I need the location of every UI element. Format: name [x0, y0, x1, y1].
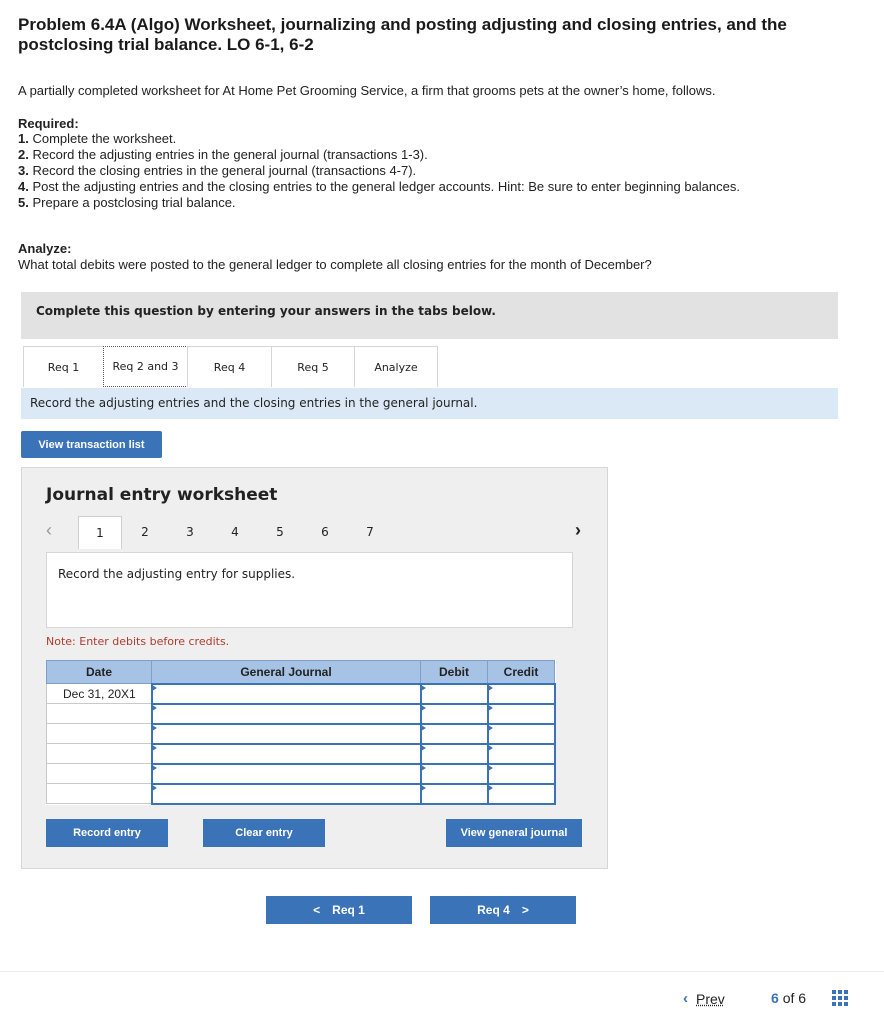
- chevron-left-icon[interactable]: ‹: [46, 520, 52, 540]
- debit-input[interactable]: [421, 704, 488, 724]
- complete-banner: Complete this question by entering your answers in the tabs below.: [21, 292, 838, 339]
- journal-table: [46, 660, 556, 805]
- col-debit-header: Debit: [421, 661, 488, 684]
- debit-input[interactable]: [421, 764, 488, 784]
- page-6[interactable]: 6: [321, 525, 329, 539]
- required-item: 1. Complete the worksheet.: [18, 131, 177, 146]
- debits-note: Note: Enter debits before credits.: [46, 635, 230, 648]
- col-date-header: Date: [47, 661, 152, 684]
- date-cell[interactable]: [47, 744, 152, 764]
- required-item: 2. Record the adjusting entries in the general journal (transactions 1-3).: [18, 147, 428, 162]
- entry-pager: [46, 516, 591, 548]
- problem-intro: A partially completed worksheet for At Home Pet Grooming Service, a firm that grooms pets at the owner’s home, follows.: [18, 83, 716, 98]
- account-input[interactable]: [152, 764, 421, 784]
- tab-analyze[interactable]: Analyze: [354, 346, 438, 387]
- page-3[interactable]: 3: [186, 525, 194, 539]
- table-row: [47, 764, 555, 784]
- date-cell[interactable]: Dec 31, 20X1: [47, 684, 152, 704]
- debit-input[interactable]: [421, 784, 488, 804]
- next-requirement-label: Req 4: [477, 903, 510, 917]
- chevron-left-icon: <: [313, 903, 321, 917]
- analyze-heading: Analyze:: [18, 241, 72, 256]
- current-question: 6: [771, 990, 779, 1006]
- entry-prompt: Record the adjusting entry for supplies.: [58, 567, 296, 581]
- account-input[interactable]: [152, 744, 421, 764]
- required-item: 3. Record the closing entries in the general journal (transactions 4-7).: [18, 163, 417, 178]
- next-requirement-button[interactable]: [430, 896, 576, 924]
- required-list: [18, 131, 740, 211]
- grid-menu-icon[interactable]: [832, 990, 848, 1006]
- account-input[interactable]: [152, 784, 421, 804]
- tab-req-1[interactable]: Req 1: [23, 346, 104, 387]
- tab-req-5[interactable]: Req 5: [271, 346, 355, 387]
- credit-input[interactable]: [488, 764, 555, 784]
- table-row: [47, 684, 555, 704]
- entry-prompt-box: [46, 552, 573, 628]
- required-item: 4. Post the adjusting entries and the closing entries to the general ledger accounts. Hint: Be sure to enter beginning balances.: [18, 179, 740, 194]
- credit-input[interactable]: [488, 724, 555, 744]
- problem-title: Problem 6.4A (Algo) Worksheet, journalizing and posting adjusting and closing entries, and the postclosing trial balance. LO 6-1, 6-2: [18, 15, 787, 54]
- account-input[interactable]: [152, 704, 421, 724]
- page-2[interactable]: 2: [141, 525, 149, 539]
- credit-input[interactable]: [488, 744, 555, 764]
- required-item: 5. Prepare a postclosing trial balance.: [18, 195, 236, 210]
- col-account-header: General Journal: [152, 661, 421, 684]
- tab-req-4[interactable]: Req 4: [187, 346, 272, 387]
- chevron-right-icon: >: [521, 903, 529, 917]
- table-row: [47, 784, 555, 804]
- date-cell[interactable]: [47, 784, 152, 804]
- worksheet-title: Journal entry worksheet: [46, 485, 278, 505]
- col-credit-header: Credit: [488, 661, 555, 684]
- tab-req-2-and-3[interactable]: Req 2 and 3: [103, 346, 188, 387]
- view-general-journal-button[interactable]: View general journal: [446, 819, 582, 847]
- journal-header-row: [47, 661, 555, 684]
- debit-input[interactable]: [421, 744, 488, 764]
- footer-divider: [0, 971, 884, 972]
- page-1[interactable]: 1: [78, 516, 122, 549]
- debit-input[interactable]: [421, 724, 488, 744]
- requirement-tabs: [23, 346, 437, 387]
- date-cell[interactable]: [47, 724, 152, 744]
- table-row: [47, 744, 555, 764]
- record-entry-button[interactable]: Record entry: [46, 819, 168, 847]
- date-cell[interactable]: [47, 764, 152, 784]
- account-input[interactable]: [152, 724, 421, 744]
- clear-entry-button[interactable]: Clear entry: [203, 819, 325, 847]
- instruction-bar: Record the adjusting entries and the closing entries in the general journal.: [21, 388, 838, 419]
- page-4[interactable]: 4: [231, 525, 239, 539]
- credit-input[interactable]: [488, 684, 555, 704]
- date-cell[interactable]: [47, 704, 152, 724]
- view-transaction-list-button[interactable]: View transaction list: [21, 431, 162, 458]
- chevron-left-icon: ‹: [683, 990, 688, 1007]
- chevron-right-icon[interactable]: ›: [575, 520, 581, 540]
- table-row: [47, 724, 555, 744]
- question-counter: [771, 990, 806, 1006]
- credit-input[interactable]: [488, 784, 555, 804]
- required-heading: Required:: [18, 116, 79, 131]
- account-input[interactable]: [152, 684, 421, 704]
- analyze-question: What total debits were posted to the general ledger to complete all closing entries for the month of December?: [18, 257, 652, 272]
- page-7[interactable]: 7: [366, 525, 374, 539]
- debit-input[interactable]: [421, 684, 488, 704]
- total-questions: 6: [798, 990, 807, 1006]
- prev-question-link[interactable]: [683, 990, 725, 1007]
- table-row: [47, 704, 555, 724]
- of-label: of: [782, 990, 795, 1006]
- credit-input[interactable]: [488, 704, 555, 724]
- page-5[interactable]: 5: [276, 525, 284, 539]
- prev-requirement-label: Req 1: [332, 903, 365, 917]
- prev-question-label: Prev: [696, 990, 725, 1007]
- prev-requirement-button[interactable]: [266, 896, 412, 924]
